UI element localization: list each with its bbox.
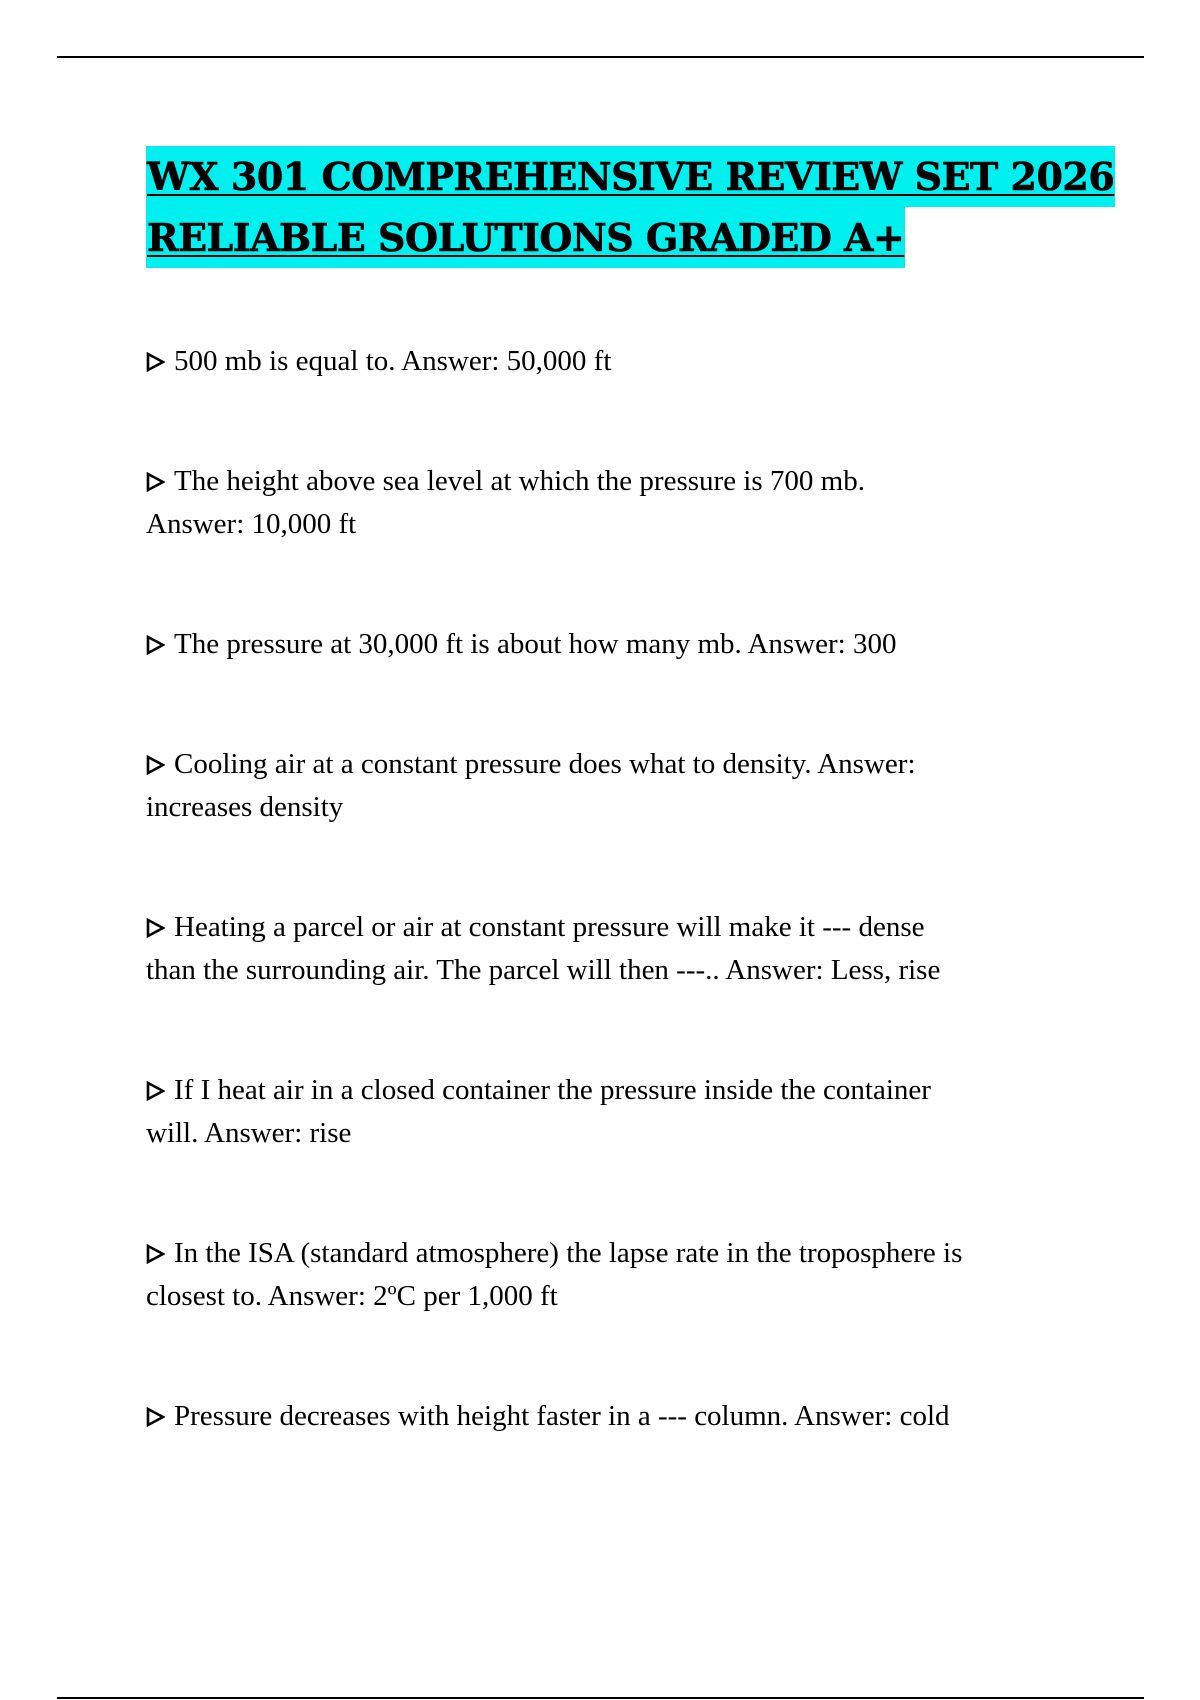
triangle-right-outline-icon	[146, 1395, 166, 1438]
question-text-line: If I heat air in a closed container the pressure inside the container	[174, 1074, 931, 1106]
question-text-line: than the surrounding air. The parcel will then ---.. Answer: Less, rise	[146, 954, 941, 986]
triangle-right-outline-icon	[146, 743, 166, 786]
title-line-2: RELIABLE SOLUTIONS GRADED A+	[146, 207, 905, 268]
question-text-line: Cooling air at a constant pressure does what to density. Answer:	[174, 748, 916, 780]
question-text-line: The height above sea level at which the pressure is 700 mb.	[174, 465, 865, 497]
triangle-right-outline-icon	[146, 1069, 166, 1112]
triangle-right-outline-icon	[146, 623, 166, 666]
question-text-line: 500 mb is equal to. Answer: 50,000 ft	[174, 345, 612, 377]
triangle-right-outline-icon	[146, 460, 166, 503]
question-text-line: Answer: 10,000 ft	[146, 508, 357, 540]
question-item	[146, 1069, 1066, 1155]
question-item	[146, 460, 1066, 546]
question-item	[146, 743, 1066, 829]
header-rule	[57, 56, 1144, 58]
question-item	[146, 623, 1066, 666]
question-item	[146, 1232, 1066, 1318]
question-list	[146, 340, 1066, 1438]
question-text-line: In the ISA (standard atmosphere) the lapse rate in the troposphere is	[174, 1237, 963, 1269]
question-text-line: The pressure at 30,000 ft is about how many mb. Answer: 300	[174, 628, 897, 660]
question-text-line: Pressure decreases with height faster in a --- column. Answer: cold	[174, 1400, 950, 1432]
document-title	[146, 146, 1115, 268]
question-text-line: closest to. Answer: 2ºC per 1,000 ft	[146, 1280, 558, 1312]
question-text-line: Heating a parcel or air at constant pressure will make it --- dense	[174, 911, 925, 943]
question-text-line: will. Answer: rise	[146, 1117, 352, 1149]
question-text-line: increases density	[146, 791, 344, 823]
triangle-right-outline-icon	[146, 340, 166, 383]
question-item	[146, 340, 1066, 383]
question-item	[146, 1395, 1066, 1438]
question-item	[146, 906, 1066, 992]
title-line-1: WX 301 COMPREHENSIVE REVIEW SET 2026	[146, 146, 1115, 207]
triangle-right-outline-icon	[146, 906, 166, 949]
triangle-right-outline-icon	[146, 1232, 166, 1275]
footer-rule	[57, 1697, 1144, 1699]
